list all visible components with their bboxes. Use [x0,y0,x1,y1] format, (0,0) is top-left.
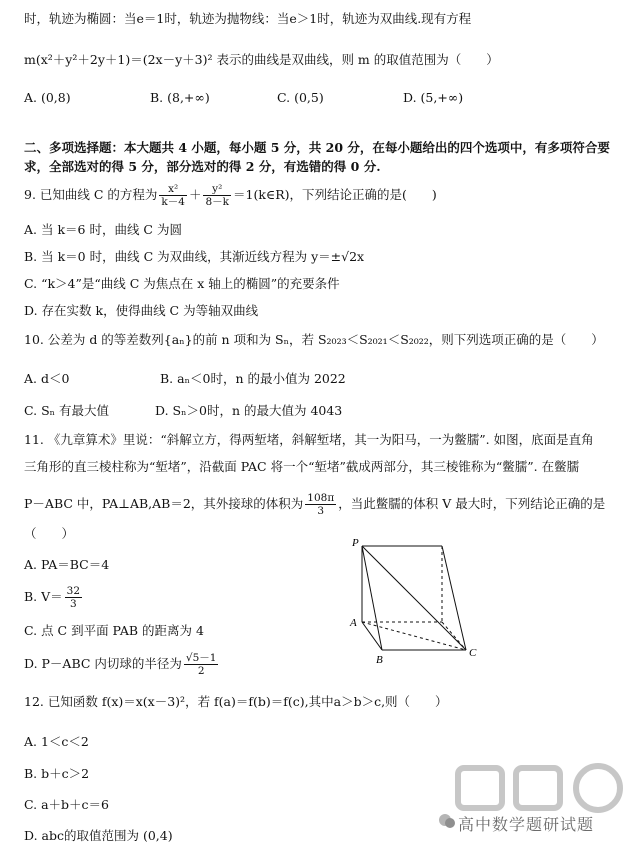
q8-option-b: B. (8,+∞) [150,90,210,105]
label-b: B [376,654,383,666]
q10-option-c: C. Sₙ 有最大值 [24,403,110,418]
tetrahedron-figure [338,532,496,668]
question-10-stem: 10. 公差为 d 的等差数列{aₙ}的前 n 项和为 Sₙ，若 S₂₀₂₃＜S₂₀₂₁＜S₂₀₂₂，则下列选项正确的是（ ） [24,332,604,347]
q8-option-d: D. (5,+∞) [403,90,464,105]
q9-option-d: D. 存在实数 k，使得曲线 C 为等轴双曲线 [24,303,259,318]
q11-volume-fraction: $\frac{108\pi}{3}$ [307,492,335,517]
section-2-header-line1: 二、多项选择题：本大题共 4 小题，每小题 5 分，共 20 分，在每小题给出的四个选项中，有多项符合要 [24,140,610,155]
q10-option-a: A. d＜0 [24,371,70,386]
label-p: P [352,537,359,549]
q9-option-a: A. 当 k＝6 时，曲线 C 为圆 [24,222,182,237]
q11-option-c: C. 点 C 到平面 PAB 的距离为 4 [24,623,204,638]
edge-right-back [442,546,466,650]
label-c: C [469,647,477,659]
q11-option-b: B. V＝ $\frac{32}{3}$ [24,585,81,610]
q12-option-d: D. abc的取值范围为 (0,4) [24,828,173,843]
q12-option-b: B. b＋c＞2 [24,766,90,781]
q9-option-b: B. 当 k＝0 时，曲线 C 为双曲线，其渐近线方程为 y＝±√2x [24,249,365,264]
q8-option-c: C. (0,5) [277,90,324,105]
q11-d-fraction: $\frac{√5-1}{2}$ [185,652,217,677]
question-11-line2: 三角形的直三棱柱称为“堑堵”，沿截面 PAC 将一个“堑堵”截成两部分，其三棱锥称为“鳖臑”. 在鳖臑 [24,459,580,474]
question-12-stem: 12. 已知函数 f(x)＝x(x－3)²，若 f(a)＝f(b)＝f(c),其中a＞b＞c,则（ ） [24,694,448,709]
q10-option-b: B. aₙ＜0时，n 的最小值为 2022 [160,371,346,386]
edge-pc [362,546,466,650]
label-a: A [350,617,357,629]
question-8-stem-line2: m(x²＋y²＋2y＋1)＝(2x－y＋3)² 表示的曲线是双曲线，则 m 的取值范围为（ ） [24,52,499,67]
edge-pb [362,546,382,650]
wechat-icon [438,812,456,830]
q12-option-a: A. 1＜c＜2 [24,734,89,749]
q11-option-d: D. P－ABC 内切球的半径为 $\frac{√5-1}{2}$ [24,652,217,677]
section-2-header-line2: 求，全部选对的得 5 分，部分选对的得 2 分，有选错的得 0 分. [24,159,381,174]
q11-b-fraction: $\frac{32}{3}$ [66,585,81,610]
q8-option-a: A. (0,8) [24,90,71,105]
watermark-text: 高中数学题研试题 [458,815,595,834]
watermark-logo [438,760,628,855]
q9-stem-pre: 9. 已知曲线 C 的方程为 [24,187,158,202]
q12-option-c: C. a＋b＋c＝6 [24,797,109,812]
question-11-line3: P－ABC 中，PA⊥AB,AB＝2，其外接球的体积为 $\frac{108\pi}{3}$ ，当此鳖臑的体积 V 最大时，下列结论正确的是 [24,492,606,517]
q11-answer-paren: （ ） [24,526,75,541]
q9-stem-post: ＝1(k∈R)，下列结论正确的是( ) [233,187,437,202]
question-11-line1: 11. 《九章算术》里说：“斜解立方，得两堑堵，斜解堑堵，其一为阳马，一为鳖臑”. 如图，底面是直角 [24,432,594,447]
question-8-stem-line1: 时，轨迹为椭圆：当e＝1时，轨迹为抛物线：当e＞1时，轨迹为双曲线.现有方程 [24,11,472,26]
question-9-stem: 9. 已知曲线 C 的方程为 $\frac{\text{x²}}{k-4}$ ＋ $\frac{\text{y²}}{8-k}$ ＝1(k∈R)，下列结论正确的是( ) [24,183,437,208]
q9-fraction-x: $\frac{\text{x²}}{k-4}$ [161,183,185,208]
q9-option-c: C. “k＞4”是“曲线 C 为焦点在 x 轴上的椭圆”的充要条件 [24,276,340,291]
q9-fraction-y: $\frac{\text{y²}}{8-k}$ [205,183,230,208]
q11-option-a: A. PA＝BC＝4 [24,557,110,572]
q10-option-d: D. Sₙ＞0时，n 的最大值为 4043 [155,403,343,418]
